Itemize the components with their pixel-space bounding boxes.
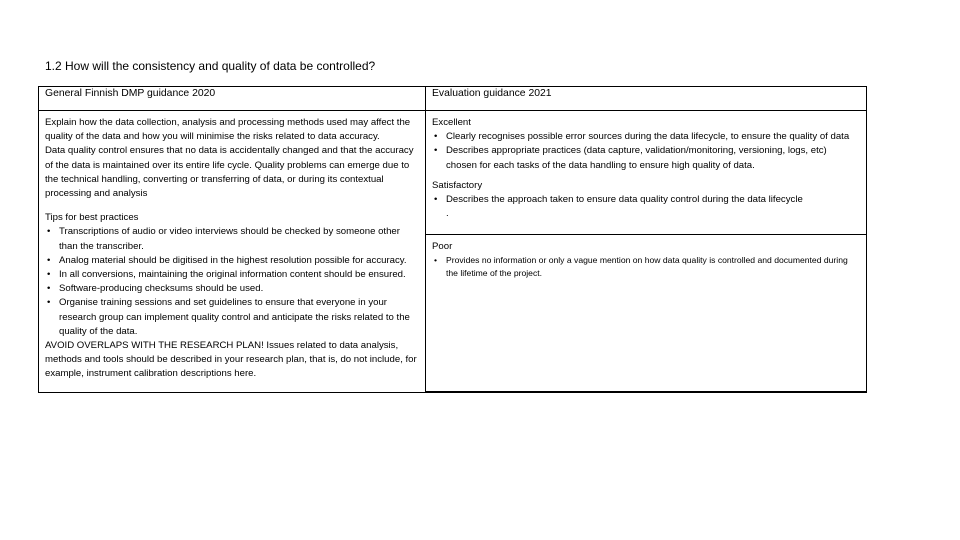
- poor-label: Poor: [432, 241, 453, 252]
- poor-list: [432, 254, 860, 280]
- satisfactory-list: [432, 193, 860, 207]
- header-evaluation-guidance: Evaluation guidance 2021: [426, 87, 867, 111]
- list-item: • Organise training sessions and set guidelines to ensure that everyone in your research group can implement quality control and anticipate the risks related to the quality of the data.: [45, 296, 419, 339]
- general-guidance-cell: [39, 111, 426, 393]
- table-header-row: [39, 87, 867, 111]
- excellent-cell: [426, 111, 867, 235]
- excellent-list: [432, 130, 860, 173]
- guidance-table: [38, 86, 867, 393]
- list-item: • Describes appropriate practices (data capture, validation/monitoring, versioning, logs, etc) chosen for each tasks of the data handling to ensure high quality of data.: [432, 144, 860, 172]
- satisfactory-label: Satisfactory: [432, 179, 483, 191]
- excellent-label: Excellent: [432, 117, 471, 128]
- list-item: • Software-producing checksums should be used.: [45, 282, 419, 296]
- outro-paragraph: AVOID OVERLAPS WITH THE RESEARCH PLAN! Issues related to data analysis, methods and tools should be described in your research plan, that is, do not include, for example, instrument calibration descriptions here.: [45, 340, 417, 380]
- list-item: • In all conversions, maintaining the original information content should be ensured.: [45, 268, 419, 282]
- poor-cell: [426, 235, 867, 392]
- list-item: • Describes the approach taken to ensure data quality control during the data lifecycle: [432, 193, 860, 207]
- list-item: • Analog material should be digitised in the highest resolution possible for accuracy.: [45, 254, 419, 268]
- list-item: • Provides no information or only a vague mention on how data quality is controlled and documented during the lifetime of the project.: [432, 254, 860, 280]
- page-title: 1.2 How will the consistency and quality of data be controlled?: [45, 59, 376, 73]
- list-item: • Clearly recognises possible error sources during the data lifecycle, to ensure the quality of data: [432, 130, 860, 144]
- list-item: • Transcriptions of audio or video interviews should be checked by someone other than the transcriber.: [45, 225, 419, 253]
- tips-list: [45, 225, 419, 339]
- intro-paragraph: Data quality control ensures that no data is accidentally changed and that the accuracy of the data is maintained over its entire life cycle. Quality problems can emerge due to the technical handling, converting or transferring of data, or during its contextual processing and analysis: [45, 145, 414, 200]
- satisfactory-trailing: .: [446, 208, 449, 220]
- intro-paragraph: Explain how the data collection, analysis and processing methods used may affect the quality of the data and how you will minimise the risks related to data accuracy.: [45, 117, 411, 143]
- tips-heading: Tips for best practices: [45, 212, 139, 224]
- table-row: [39, 111, 867, 235]
- header-general-guidance: General Finnish DMP guidance 2020: [39, 87, 426, 111]
